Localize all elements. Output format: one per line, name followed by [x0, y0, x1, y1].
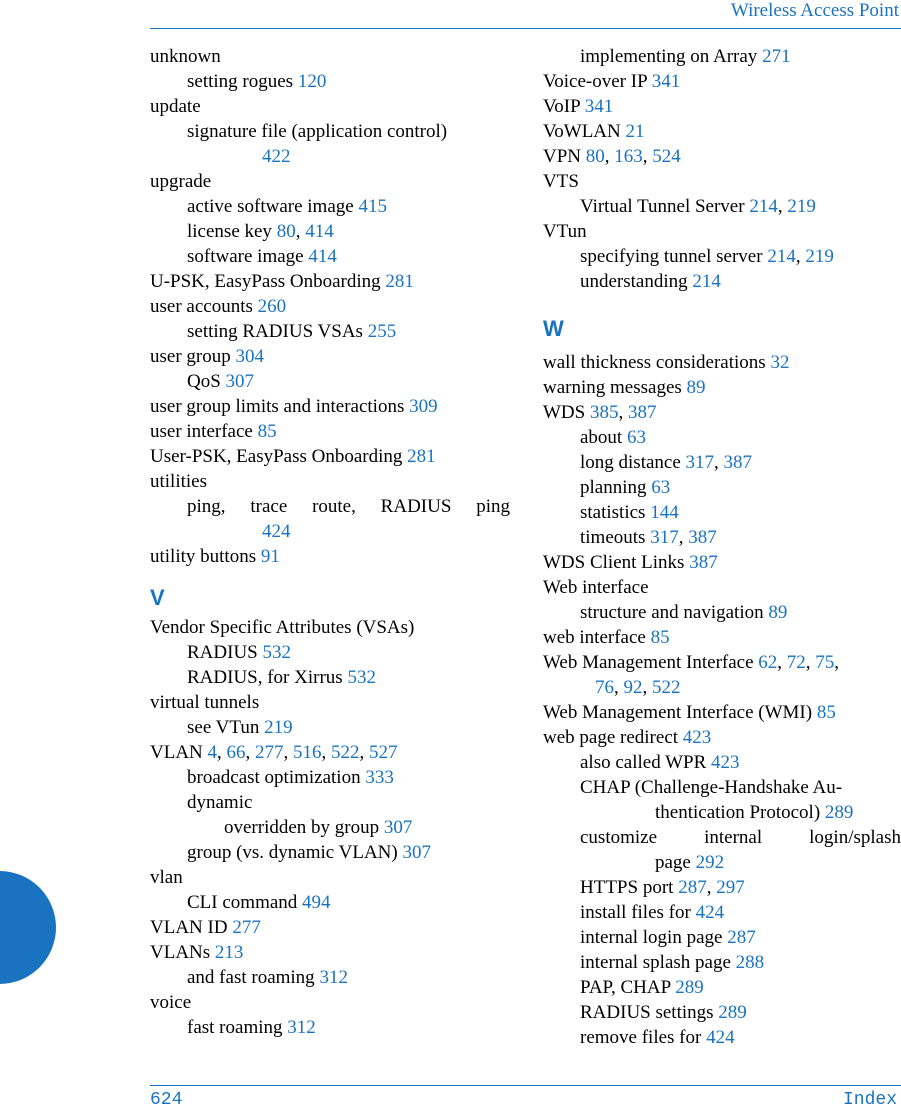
page-ref[interactable]: 144	[650, 502, 679, 523]
index-entry: VLAN ID 277	[150, 917, 261, 938]
index-subentry: remove files for 424	[580, 1027, 735, 1048]
page-ref[interactable]: 494	[302, 892, 331, 913]
running-header-title: Wireless Access Point	[730, 0, 899, 21]
index-subentry: RADIUS 532	[187, 642, 291, 663]
page-ref[interactable]: 516	[293, 742, 322, 763]
page-ref[interactable]: 80	[585, 146, 605, 167]
index-entry: utilities	[150, 471, 207, 492]
index-entry: U-PSK, EasyPass Onboarding 281	[150, 271, 414, 292]
page-ref[interactable]: 91	[260, 546, 280, 567]
index-entry: warning messages 89	[543, 377, 706, 398]
page-ref[interactable]: 4	[207, 742, 218, 763]
page-ref[interactable]: 424	[262, 521, 291, 542]
page-ref[interactable]: 63	[651, 477, 671, 498]
page-ref[interactable]: 281	[385, 271, 414, 292]
index-entry: virtual tunnels	[150, 692, 260, 713]
index-subentry: long distance 317, 387	[580, 452, 753, 473]
page-ref[interactable]: 214	[692, 271, 721, 292]
index-subentry-continuation: page 292	[655, 852, 725, 873]
index-entry: Web Management Interface 62, 72, 75,	[543, 652, 840, 673]
index-subentry: structure and navigation 89	[580, 602, 788, 623]
page-ref[interactable]: 341	[584, 96, 614, 117]
page-ref[interactable]: 255	[367, 321, 397, 342]
index-entry: unknown	[150, 46, 221, 67]
index-subentry: internal login page 287	[580, 927, 756, 948]
page-ref[interactable]: 307	[225, 371, 255, 392]
index-entry: web interface 85	[543, 627, 670, 648]
index-entry: VTS	[543, 171, 579, 192]
index-entry: utility buttons 91	[150, 546, 280, 567]
page-ref[interactable]: 422	[262, 146, 291, 167]
page-ref[interactable]: 62	[758, 652, 778, 673]
page-ref[interactable]: 219	[805, 246, 834, 267]
page-ref[interactable]: 532	[347, 667, 376, 688]
index-entry: VTun	[543, 221, 587, 242]
page-ref[interactable]: 387	[688, 527, 717, 548]
page-ref[interactable]: 423	[682, 727, 712, 748]
index-entry: user accounts 260	[150, 296, 287, 317]
page-ref[interactable]: 341	[651, 71, 681, 92]
page-ref[interactable]: 271	[762, 46, 791, 67]
page-ref[interactable]: 333	[365, 767, 394, 788]
index-subentry: implementing on Array 271	[580, 46, 791, 67]
page-ref[interactable]: 120	[297, 71, 327, 92]
index-subentry: understanding 214	[580, 271, 721, 292]
index-subentry: QoS 307	[187, 371, 255, 392]
index-subentry: active software image 415	[187, 196, 387, 217]
index-subentry: software image 414	[187, 246, 337, 267]
index-entry: user group limits and interactions 309	[150, 396, 438, 417]
index-subentry: also called WPR 423	[580, 752, 740, 773]
page-ref[interactable]: 21	[625, 121, 645, 142]
index-subentry: about 63	[580, 427, 646, 448]
page-ref[interactable]: 287	[727, 927, 756, 948]
page-ref[interactable]: 312	[319, 967, 348, 988]
page-ref[interactable]: 415	[358, 196, 387, 217]
page-ref[interactable]: 414	[308, 246, 337, 267]
header-rule	[150, 28, 901, 29]
page-ref[interactable]: 76	[595, 677, 614, 698]
page-ref[interactable]: 85	[816, 702, 836, 723]
page-ref[interactable]: 522	[331, 742, 360, 763]
section-letter-w: W	[543, 316, 564, 341]
chapter-thumb-tab	[0, 871, 56, 984]
index-subentry: PAP, CHAP 289	[580, 977, 704, 998]
footer-rule	[150, 1085, 901, 1086]
page-ref[interactable]: 277	[255, 742, 284, 763]
index-subentry: statistics 144	[580, 502, 679, 523]
index-entry: vlan	[150, 867, 183, 888]
page-ref[interactable]: 163	[614, 146, 643, 167]
index-subentry: Virtual Tunnel Server 214, 219	[580, 196, 816, 217]
page-ref[interactable]: 524	[652, 146, 681, 167]
index-subentry: CHAP (Challenge-Handshake Au-	[580, 777, 843, 798]
page-ref[interactable]: 317	[650, 527, 679, 548]
index-subentry: group (vs. dynamic VLAN) 307	[187, 842, 431, 863]
page-ref[interactable]: 92	[623, 677, 643, 698]
page-ref[interactable]: 387	[627, 402, 657, 423]
index-subentry: planning 63	[580, 477, 671, 498]
page-ref[interactable]: 387	[689, 552, 718, 573]
index-subentry: broadcast optimization 333	[187, 767, 394, 788]
page-ref[interactable]: 292	[695, 852, 725, 873]
page-ref[interactable]: 219	[787, 196, 816, 217]
page-ref[interactable]: 80	[276, 221, 296, 242]
index-entry: update	[150, 96, 201, 117]
index-entry: upgrade	[150, 171, 212, 192]
index-entry: WDS Client Links 387	[543, 552, 718, 573]
page-ref[interactable]: 288	[735, 952, 765, 973]
page-ref[interactable]: 287	[678, 877, 707, 898]
page-ref[interactable]: 89	[686, 377, 706, 398]
index-entry: Web interface	[543, 577, 649, 598]
page-ref[interactable]: 414	[305, 221, 334, 242]
index-entry: Web Management Interface (WMI) 85	[543, 702, 836, 723]
page-ref[interactable]: 307	[383, 817, 413, 838]
page-ref[interactable]: 85	[257, 421, 277, 442]
page-ref[interactable]: 532	[262, 642, 291, 663]
page-ref[interactable]: 214	[749, 196, 778, 217]
index-subentry: customize internal login/splash	[580, 827, 901, 848]
page-ref[interactable]: 72	[786, 652, 806, 673]
page-ref[interactable]: 289	[718, 1002, 747, 1023]
page-ref[interactable]: 423	[711, 752, 740, 773]
index-subentry: ping, trace route, RADIUS ping	[187, 496, 510, 517]
page-ref[interactable]: 289	[675, 977, 704, 998]
index-subentry: CLI command 494	[187, 892, 331, 913]
page-ref[interactable]: 522	[652, 677, 681, 698]
page-ref[interactable]: 309	[409, 396, 438, 417]
index-entry: VPN 80, 163, 524	[543, 146, 681, 167]
page-ref[interactable]: 307	[402, 842, 431, 863]
page-ref[interactable]: 424	[695, 902, 725, 923]
index-entry: user group 304	[150, 346, 264, 367]
page-ref[interactable]: 304	[235, 346, 264, 367]
index-entry: voice	[150, 992, 192, 1013]
index-entry-continuation: 76, 92, 522	[595, 677, 681, 698]
page-ref[interactable]: 63	[626, 427, 646, 448]
page-ref[interactable]: 281	[407, 446, 436, 467]
page-ref[interactable]: 75	[815, 652, 835, 673]
index-subentry: setting rogues 120	[187, 71, 327, 92]
index-entry: wall thickness considerations 32	[543, 352, 790, 373]
index-entry: Voice-over IP 341	[543, 71, 681, 92]
page-ref[interactable]: 219	[264, 717, 293, 738]
page-ref[interactable]: 277	[232, 917, 261, 938]
index-subentry: RADIUS settings 289	[580, 1002, 747, 1023]
footer-section-label: Index	[842, 1090, 897, 1110]
index-entry: VoWLAN 21	[543, 121, 645, 142]
index-entry: WDS 385, 387	[543, 402, 657, 423]
page-ref[interactable]: 66	[226, 742, 246, 763]
index-entry: VLAN 4, 66, 277, 516, 522, 527	[150, 742, 398, 763]
index-entry: VLANs 213	[150, 942, 244, 963]
index-subsubentry: overridden by group 307	[224, 817, 413, 838]
index-subentry: fast roaming 312	[187, 1017, 316, 1038]
index-subentry: signature file (application control)	[187, 121, 448, 142]
page-ref[interactable]: 260	[257, 296, 287, 317]
page-ref[interactable]: 32	[770, 352, 790, 373]
section-letter-v: V	[150, 585, 165, 610]
index-entry: User-PSK, EasyPass Onboarding 281	[150, 446, 436, 467]
index-subentry: setting RADIUS VSAs 255	[187, 321, 397, 342]
index-subentry: specifying tunnel server 214, 219	[580, 246, 834, 267]
index-subentry: dynamic	[187, 792, 253, 813]
page-ref[interactable]: 317	[685, 452, 715, 473]
page-ref[interactable]: 85	[650, 627, 670, 648]
index-subentry: internal splash page 288	[580, 952, 765, 973]
page-ref[interactable]: 297	[716, 877, 745, 898]
index-subentry: license key 80, 414	[187, 221, 334, 242]
index-entry: user interface 85	[150, 421, 277, 442]
page-ref[interactable]: 387	[723, 452, 753, 473]
index-subentry: see VTun 219	[187, 717, 293, 738]
index-subentry: install files for 424	[580, 902, 725, 923]
footer-page-number: 624	[150, 1090, 183, 1110]
page-ref[interactable]: 385	[589, 402, 619, 423]
index-column-right	[543, 44, 901, 1050]
index-entry: VoIP 341	[543, 96, 614, 117]
page-ref[interactable]: 89	[768, 602, 788, 623]
page-ref[interactable]: 527	[369, 742, 398, 763]
page-ref[interactable]: 312	[287, 1017, 316, 1038]
index-entry: Vendor Specific Attributes (VSAs)	[150, 617, 415, 638]
index-subentry: RADIUS, for Xirrus 532	[187, 667, 376, 688]
index-subentry: timeouts 317, 387	[580, 527, 717, 548]
page-ref[interactable]: 424	[706, 1027, 735, 1048]
index-column-left	[150, 44, 510, 1040]
index-entry: web page redirect 423	[543, 727, 712, 748]
index-subentry-continuation	[150, 144, 510, 169]
page-ref[interactable]: 213	[214, 942, 244, 963]
page-ref[interactable]: 289	[824, 802, 854, 823]
index-subentry-continuation	[150, 519, 510, 544]
index-subentry: and fast roaming 312	[187, 967, 348, 988]
index-subentry-continuation: thentication Protocol) 289	[655, 802, 854, 823]
page-ref[interactable]: 214	[767, 246, 796, 267]
index-subentry: HTTPS port 287, 297	[580, 877, 745, 898]
